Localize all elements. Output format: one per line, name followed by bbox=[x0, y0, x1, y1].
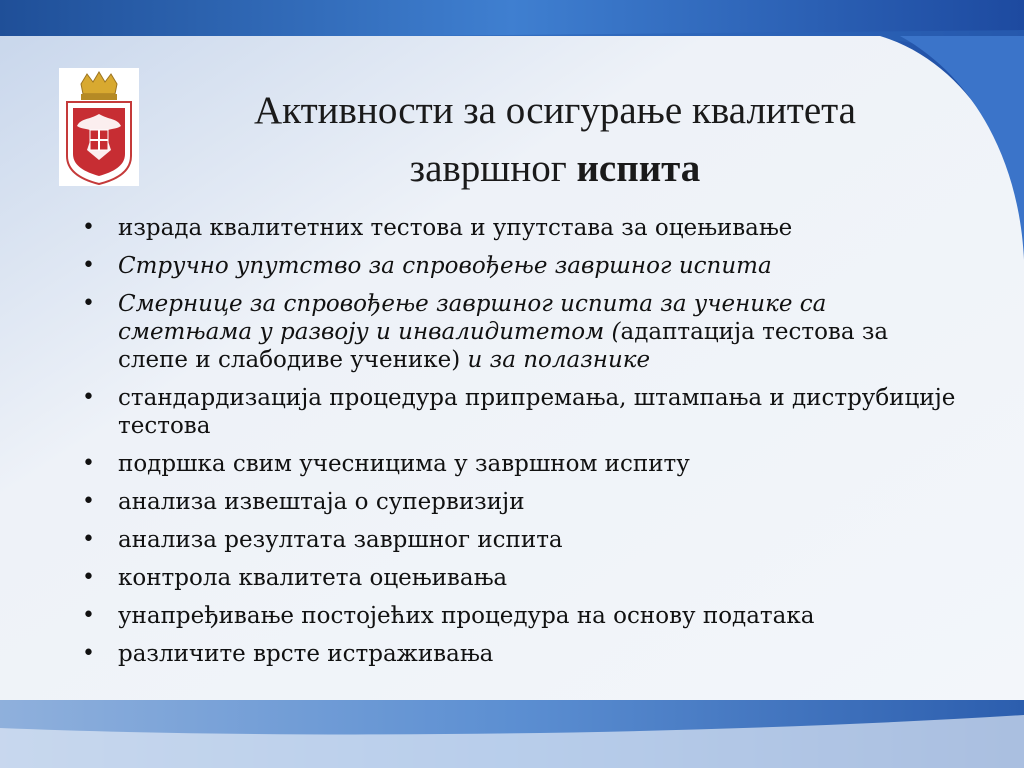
list-item-text: контрола квалитета оцењивања bbox=[118, 565, 508, 591]
list-item bbox=[80, 488, 960, 516]
list-item bbox=[80, 602, 960, 630]
list-item bbox=[80, 564, 960, 592]
list-item bbox=[80, 290, 960, 374]
list-item bbox=[80, 526, 960, 554]
bullet-marker: • bbox=[82, 253, 95, 278]
title-line-2 bbox=[150, 140, 960, 198]
list-item bbox=[80, 214, 960, 242]
list-item-text: анализа извештаја о супервизији bbox=[118, 489, 525, 515]
bullet-marker: • bbox=[82, 641, 95, 666]
bullet-marker: • bbox=[82, 451, 95, 476]
list-item-text: различите врсте истраживања bbox=[118, 641, 494, 667]
list-item bbox=[80, 252, 960, 280]
list-item-text: подршка свим учесницима у завршном испиту bbox=[118, 451, 690, 477]
bullet-marker: • bbox=[82, 385, 95, 410]
list-item-text-normal: адаптација тестова за слепе и слабодиве ученике) bbox=[118, 319, 889, 373]
coat-of-arms-icon bbox=[59, 68, 139, 186]
bullet-marker: • bbox=[82, 489, 95, 514]
list-item bbox=[80, 450, 960, 478]
bullet-marker: • bbox=[82, 215, 95, 240]
list-item-text-italic: Смернице за спровођење завршног испита за ученике са сметњама у развоју и инвалидитетом ( bbox=[118, 291, 827, 345]
list-item bbox=[80, 384, 960, 440]
title-line-1: Активности за осигурање квалитета bbox=[254, 89, 856, 132]
list-item-text: унапређивање постојећих процедура на основу података bbox=[118, 603, 815, 629]
list-item-text: израда квалитетних тестова и упутстава за оцењивање bbox=[118, 215, 793, 241]
bullet-marker: • bbox=[82, 603, 95, 628]
slide-title bbox=[150, 82, 960, 198]
bullet-marker: • bbox=[82, 291, 95, 316]
bullet-marker: • bbox=[82, 565, 95, 590]
list-item bbox=[80, 640, 960, 668]
bullet-list bbox=[80, 214, 960, 678]
title-line-2-normal: завршног bbox=[409, 147, 577, 190]
list-item-text: стандардизација процедура припремања, штампања и диструбиције тестова bbox=[118, 385, 956, 439]
coat-of-arms-logo bbox=[59, 68, 139, 186]
list-item-text: анализа резултата завршног испита bbox=[118, 527, 563, 553]
list-item-text-italic-end: и за полазнике bbox=[460, 347, 651, 373]
list-item-text: Стручно упутство за спровођење завршног испита bbox=[118, 253, 772, 279]
bullet-marker: • bbox=[82, 527, 95, 552]
title-line-2-bold: испита bbox=[576, 147, 701, 190]
